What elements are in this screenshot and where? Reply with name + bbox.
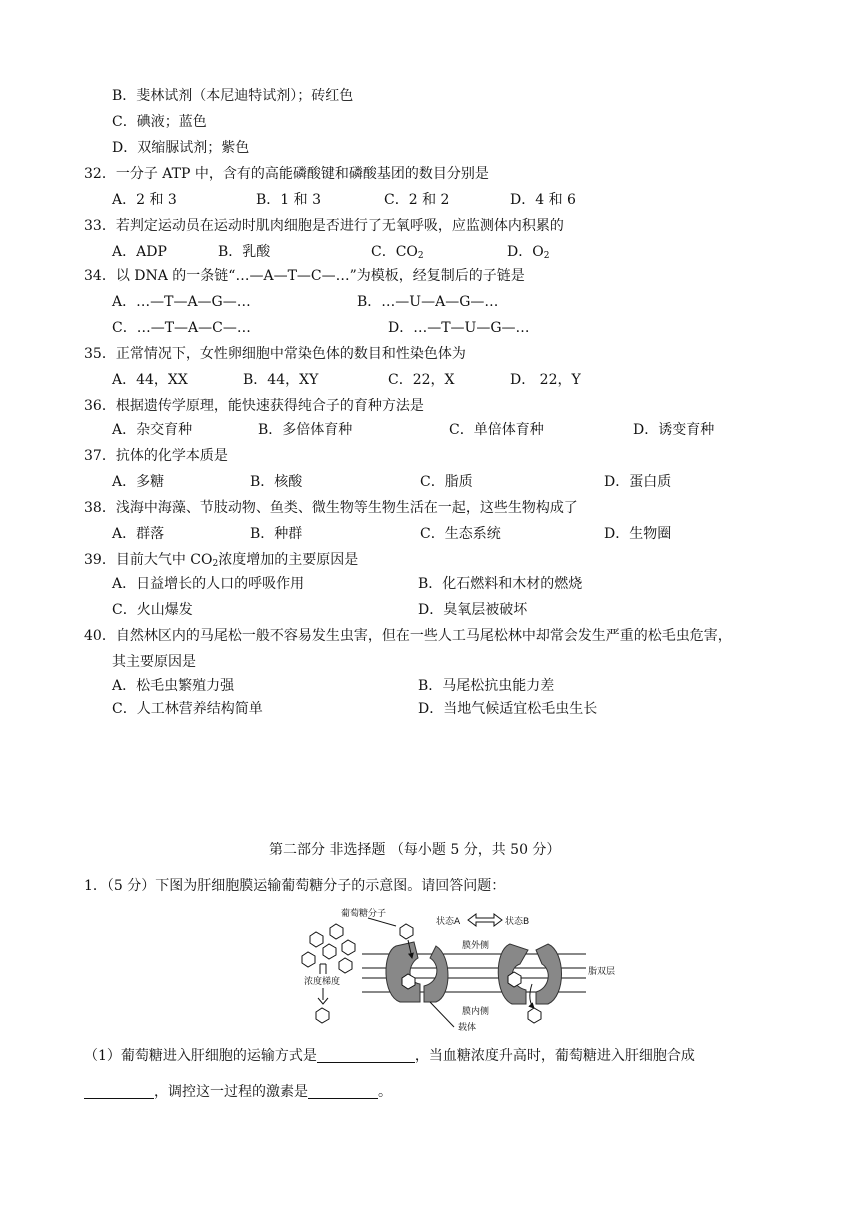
q33-stem: 33．若判定运动员在运动时肌肉细胞是否进行了无氧呼吸，应监测体内积累的 <box>84 218 564 234</box>
part2-heading: 第二部分 非选择题 （每小题 5 分，共 50 分） <box>269 842 561 858</box>
state-a-label: 状态A <box>436 917 461 927</box>
answer-blank-3[interactable] <box>308 1084 378 1099</box>
q37-option-b: B．核酸 <box>250 474 303 490</box>
q38-option-a: A．群落 <box>112 526 165 542</box>
q33-option-a: A．ADP <box>112 244 167 260</box>
q38-option-b: B．种群 <box>250 526 303 542</box>
q34-option-d: D．…—T—U—G—… <box>388 320 530 336</box>
glucose-hexagon-arriving <box>400 924 413 939</box>
q1-part1-line1: （1）葡萄糖进入肝细胞的运输方式是 ，当血糖浓度升高时，葡萄糖进入肝细胞合成 <box>84 1048 695 1064</box>
q40-options-row1 <box>0 676 865 696</box>
q37-stem: 37．抗体的化学本质是 <box>84 448 228 464</box>
q32-option-d: D．4 和 6 <box>510 192 576 208</box>
glucose-hexagons-outside <box>302 924 355 973</box>
q39-stem: 39．目前大气中 $CO_2$浓度增加的主要原因是 <box>84 552 359 569</box>
glucose-hexagon-inside <box>316 1008 329 1023</box>
q34-option-b: B．…—U—A—G—… <box>357 294 499 310</box>
outside-label: 膜外侧 <box>462 941 490 951</box>
q33-option-b: B．乳酸 <box>218 244 271 260</box>
q40-stem: 40．自然林区内的马尾松一般不容易发生虫害，但在一些人工马尾松林中却常会发生严重的松毛虫危害， <box>84 628 732 644</box>
q34-options-row2 <box>0 318 865 338</box>
q32-option-c: C．2 和 2 <box>384 192 450 208</box>
q31-option-d: D．双缩脲试剂；紫色 <box>112 140 250 156</box>
q33-option-c: C．$CO_2$ <box>371 244 424 261</box>
glucose-transport-figure <box>296 906 618 1036</box>
q40-option-d: D．当地气候适宜松毛虫生长 <box>418 701 598 717</box>
q40-options-row2 <box>0 699 865 719</box>
q33-option-d: D．$O_2$ <box>507 244 550 261</box>
q1-stem: 1．（5 分）下图为肝细胞膜运输葡萄糖分子的示意图。请回答问题： <box>84 878 506 894</box>
q39-option-d: D．臭氧层被破坏 <box>418 602 528 618</box>
carrier-label: 载体 <box>458 1023 477 1033</box>
q37-option-d: D．蛋白质 <box>604 474 672 490</box>
q38-stem: 38．浅海中海藻、节肢动物、鱼类、微生物等生物生活在一起，这些生物构成了 <box>84 500 578 516</box>
release-arrow <box>530 984 534 1008</box>
inside-label: 膜内侧 <box>462 1007 490 1017</box>
q36-option-d: D．诱变育种 <box>633 422 715 438</box>
q39-option-c: C．火山爆发 <box>112 602 193 618</box>
q38-option-d: D．生物圈 <box>604 526 672 542</box>
q40-option-b: B．马尾松抗虫能力差 <box>418 678 555 694</box>
q32-stem: 32．一分子 ATP 中，含有的高能磷酸键和磷酸基团的数目分别是 <box>84 166 489 182</box>
q37-option-c: C．脂质 <box>420 474 473 490</box>
q35-option-b: B．44，XY <box>243 372 319 388</box>
q37-options <box>0 472 865 492</box>
q34-option-a: A．…—T—A—G—… <box>112 294 251 310</box>
q1-part1-line2: ，调控这一过程的激素是 。 <box>84 1082 392 1102</box>
q35-option-c: C．22，X <box>388 372 455 388</box>
glucose-label: 葡萄糖分子 <box>341 909 387 919</box>
q35-option-d: D． 22，Y <box>510 372 581 388</box>
q33-c-subscript: 2 <box>417 251 424 261</box>
q35-option-a: A．44，XX <box>112 372 188 388</box>
answer-blank-2[interactable] <box>84 1084 154 1099</box>
q39-options-row2 <box>0 600 865 620</box>
q32-option-b: B．1 和 3 <box>256 192 322 208</box>
q33-d-subscript: 2 <box>543 251 550 261</box>
q32-options <box>0 190 865 210</box>
q38-options <box>0 524 865 544</box>
q31-option-c: C．碘液；蓝色 <box>112 114 207 130</box>
glucose-pointer <box>368 918 396 926</box>
q36-options <box>0 420 865 440</box>
q34-option-c: C．…—T—A—C—… <box>112 320 251 336</box>
q40-option-a: A．松毛虫繁殖力强 <box>112 678 235 694</box>
q36-option-a: A．杂交育种 <box>112 422 193 438</box>
q36-option-c: C．单倍体育种 <box>449 422 544 438</box>
q35-stem: 35．正常情况下，女性卵细胞中常染色体的数目和性染色体为 <box>84 346 466 362</box>
q39-option-b: B．化石燃料和木材的燃烧 <box>418 576 583 592</box>
q36-option-b: B．多倍体育种 <box>258 422 353 438</box>
answer-blank-1[interactable] <box>317 1048 415 1063</box>
q38-option-c: C．生态系统 <box>420 526 501 542</box>
q36-stem: 36．根据遗传学原理，能快速获得纯合子的育种方法是 <box>84 398 424 414</box>
q37-option-a: A．多糖 <box>112 474 165 490</box>
q34-options-row1 <box>0 292 865 312</box>
q35-options <box>0 370 865 390</box>
gradient-label: 浓度梯度 <box>304 977 341 987</box>
glucose-hexagon-released <box>528 1008 541 1023</box>
q34-stem: 34．以 DNA 的一条链“…—A—T—C—…”为模板，经复制后的子链是 <box>84 268 525 284</box>
state-b-label: 状态B <box>505 917 530 927</box>
bilayer-label: 脂双层 <box>588 967 616 977</box>
q33-options <box>0 242 865 262</box>
q39-subscript: 2 <box>212 559 219 569</box>
q40-option-c: C．人工林营养结构简单 <box>112 701 263 717</box>
q40-stem-continued: 其主要原因是 <box>112 654 196 670</box>
q39-options-row1 <box>0 574 865 594</box>
carrier-pointer <box>430 1002 454 1027</box>
carrier-state-a <box>386 942 448 1002</box>
q39-option-a: A．日益增长的人口的呼吸作用 <box>112 576 305 592</box>
q31-option-b: B．斐林试剂（本尼迪特试剂）；砖红色 <box>112 88 354 104</box>
state-double-arrow <box>468 914 502 926</box>
q32-option-a: A．2 和 3 <box>112 192 177 208</box>
